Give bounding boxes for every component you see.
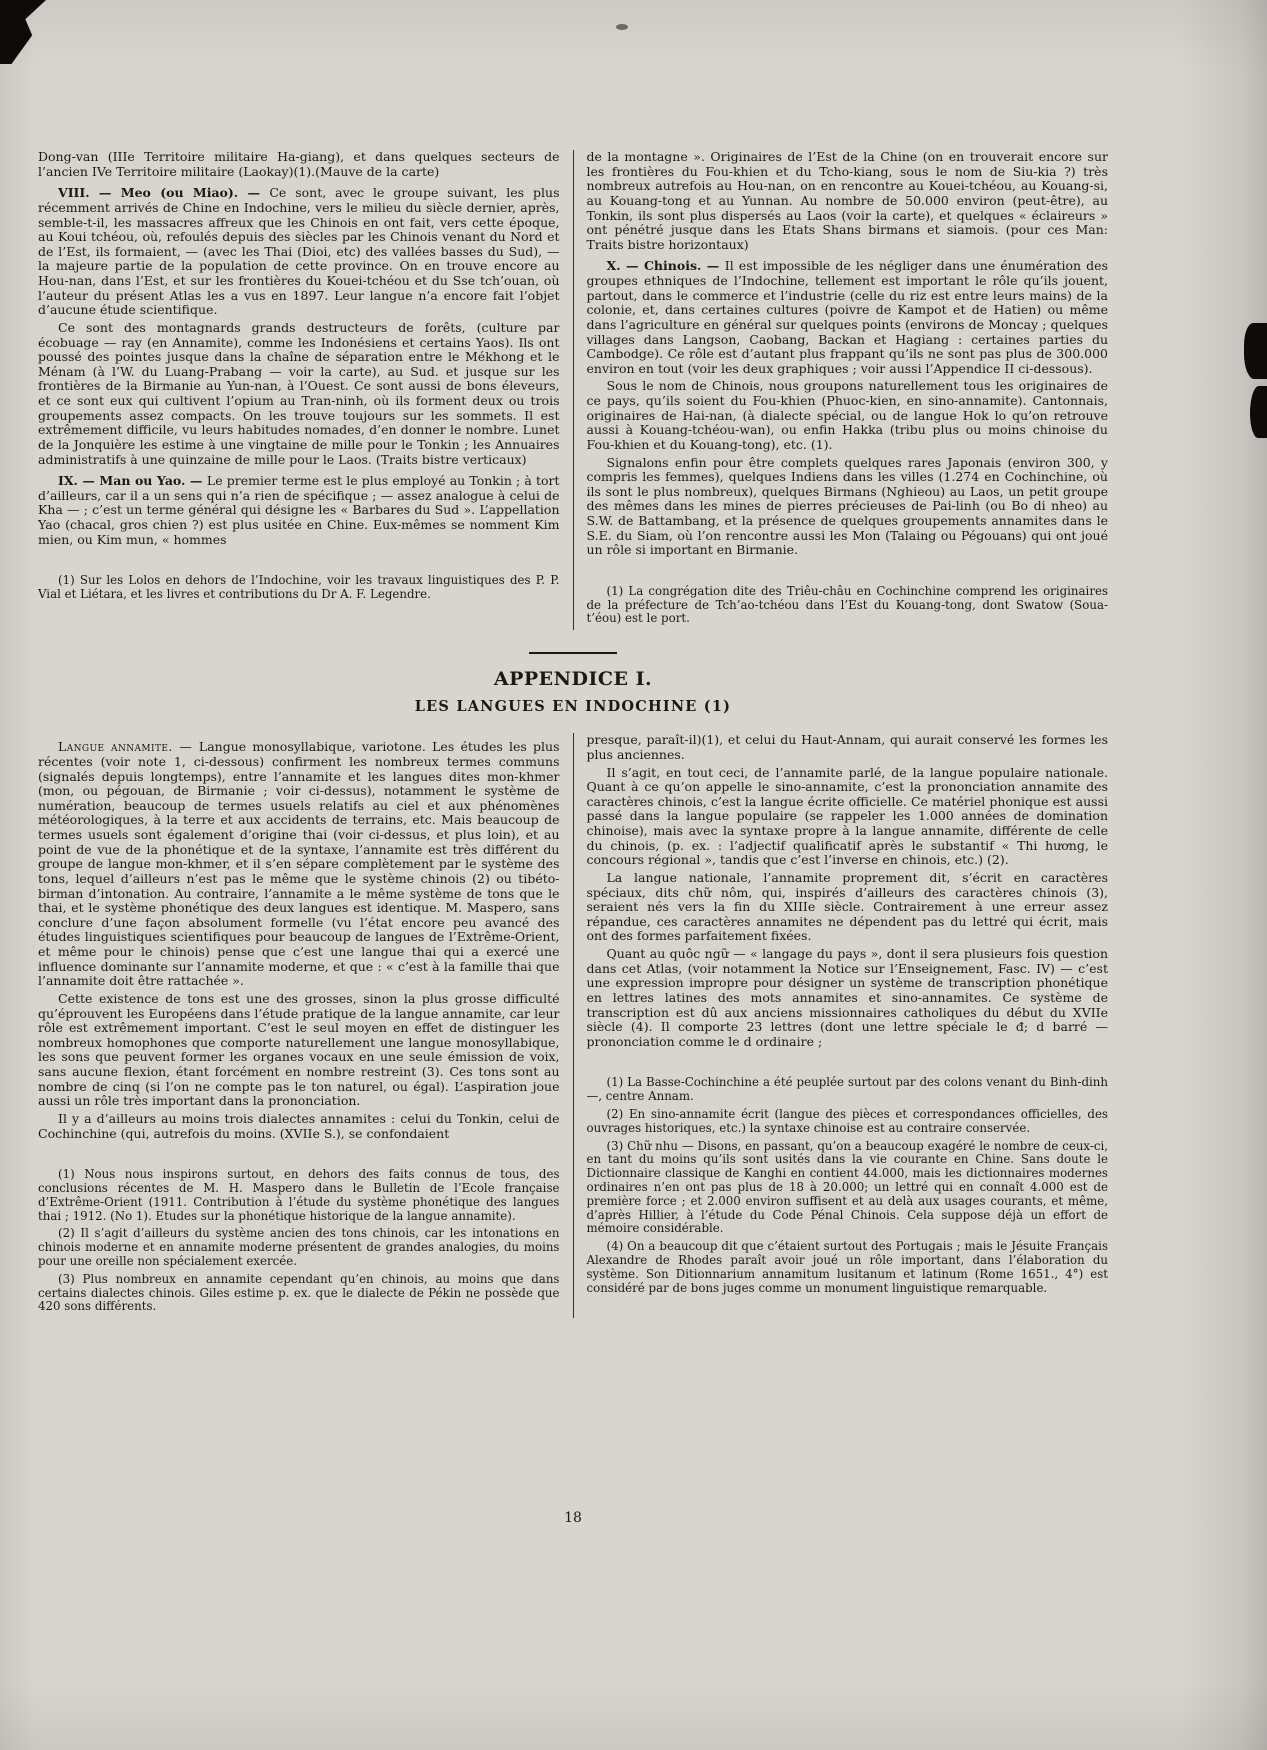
ethnic-right-footnotes <box>587 585 1109 630</box>
paragraph: Ce sont des montagnards grands destructeurs de forêts, (culture par écobuage — ray (en Annamite), comme les Indonésiens et certains Yaos). Ils ont poussé des pointes jusque dans la chaîne de séparation entre le Mékhong et le Ménam (à l’W. du Luang-Prabang — voir la carte), au Sud. et jusque sur les frontières de la Birmanie au Yun-nan, à l’Ouest. Ce sont aussi de bons éleveurs, et ce sont eux qui cultivent l’opium au Tran-ninh, où ils forment deux ou trois groupements assez compacts. On les trouve toujours sur les sommets. Il est extrêmement difficile, vu leurs habitudes nomades, d’en donner le nombre. Lunet de la Jonquière les estime à une vingtaine de mille pour le Tonkin ; les Annuaires administratifs à une quinzaine de mille pour le Laos. (Traits bistre verticaux) <box>38 319 560 467</box>
scan-artifact-right-mark-1 <box>1244 323 1267 379</box>
page-content <box>38 150 1108 1318</box>
ethnic-left-footnotes <box>38 574 560 606</box>
paragraph: (3) Plus nombreux en annamite cependant qu’en chinois, au moins que dans certains dialectes chinois. Giles estime p. ex. que le dialecte de Pékin ne possède que 420 sons différents. <box>38 1271 560 1314</box>
page-number: 18 <box>564 1510 582 1526</box>
appendix-subtitle: LES LANGUES EN INDOCHINE (1) <box>414 698 732 716</box>
ethnic-right-column <box>574 150 1109 630</box>
paragraph: presque, paraît-il)(1), et celui du Haut-Annam, qui aurait conservé les formes les plus anciennes. <box>586 732 1108 762</box>
paragraph: Dong-van (IIIe Territoire militaire Ha-giang), et dans quelques secteurs de l’ancien IVe Territoire militaire (Laokay)(1).(Mauve de la carte) <box>38 149 560 179</box>
ethnic-right-paragraphs <box>587 150 1109 561</box>
ethnic-groups-section <box>38 150 1108 630</box>
paragraph-lead: VIII. — Meo (ou Miao). — <box>58 185 270 201</box>
appendix-right-footnotes <box>587 1076 1109 1299</box>
paragraph: Sous le nom de Chinois, nous groupons naturellement tous les originaires de ce pays, qu’ils soient du Fou-khien (Phuoc-kien, en sino-annamite). Cantonnais, originaires de Hai-nan, (à dialecte spécial, ou de langue Hok lo qu’on retrouve aussi à Kouang-tchéou-wan), ou enfin Hakka (tribu plus ou moins chinoise du Fou-khien et du Kouang-tong), etc. (1). <box>586 378 1108 452</box>
paragraph: (2) Il s’agit d’ailleurs du système ancien des tons chinois, car les intonations en chinois moderne et en annamite moderne présentent de grandes analogies, du moins pour une oreille non spécialement exercée. <box>38 1226 560 1268</box>
paragraph-lead: Langue annamite. — <box>58 739 199 755</box>
paragraph: VIII. — Meo (ou Miao). — Ce sont, avec le groupe suivant, les plus récemment arrivés de Chine en Indochine, vers le milieu du siècle dernier, après, semble-t-il, les massacres affreux que les Chinois en ont fait, vers cette époque, au Koui tchéou, où, refoulés depuis des siècles par les Chinois venant du Nord et de l’Est, ils formaient, — (avec les Thai (Dioi, etc) des vallées basses du Sud), — la majeure partie de la population de cette province. On en trouve encore au Hou-nan, dans l’Est, et sur les frontières du Kouei-tchéou et du Sse tch’ouan, où l’auteur du présent Atlas les a vus en 1897. Leur langue n’a encore fait l’objet d’aucune étude scientifique. <box>38 185 560 318</box>
paragraph: Quant au quôc ngữ — « langage du pays », dont il sera plusieurs fois question dans cet Atlas, (voir notamment la Notice sur l’Enseignement, Fasc. IV) — c’est une expression impropre pour désigner un système de transcription phonétique en lettres latines des mots annamites et sino-annamites. Ce système de transcription est dû aux anciens missionnaires catholiques du début du XVIIe siècle (4). Il comporte 23 lettres (dont une lettre spéciale le đ; d barré — prononciation comme le d ordinaire ; <box>586 946 1108 1049</box>
section-divider-rule <box>529 652 617 654</box>
paragraph: La langue nationale, l’annamite proprement dit, s’écrit en caractères spéciaux, dits chữ nôm, qui, inspirés d’ailleurs des caractères chinois (3), seraient nés vers la fin du XIIIe siècle. Contrairement à une erreur assez répandue, ces caractères annamites ne dépendent pas du lettré qui écrit, mais ont des formes parfaitement fixées. <box>586 869 1108 944</box>
paragraph-lead: IX. — Man ou Yao. — <box>58 473 207 489</box>
appendix-right-paragraphs <box>587 733 1109 1052</box>
paragraph: (3) Chữ nhu — Disons, en passant, qu’on a beaucoup exagéré le nombre de ceux-ci, en tant du moins qu’ils sont usités dans la vie courante en Chine. Sans doute le Dictionnaire classique de Kanghi en contient 44.000, mais les dictionnaires modernes ordinaires n’en ont pas plus de 18 à 20.000; un lettré qui en connaît 4.000 est de première force ; et 2.000 environ suffisent et au delà aux usages courants, et même, d’après Hillier, à l’étude du Code Pénal Chinois. Cela suppose déjà un effort de mémoire considérable. <box>586 1138 1108 1236</box>
appendix-left-footnotes <box>38 1168 560 1318</box>
paragraph: (1) Sur les Lolos en dehors de l’Indochine, voir les travaux linguistiques des P. P. Vial et Liétara, et les livres et contributions du Dr A. F. Legendre. <box>38 573 560 602</box>
paragraph: Il s’agit, en tout ceci, de l’annamite parlé, de la langue populaire nationale. Quant à ce qu’on appelle le sino-annamite, c’est la prononciation annamite des caractères chinois, c’est la langue écrite officielle. Ce matériel phonique est aussi passé dans la langue populaire (se rappeler les 1.000 années de domination chinoise), mais avec la syntaxe propre à la langue annamite, différente de celle du chinois, (p. ex. : l’adjectif qualificatif après le substantif « Thi hương, le concours régional », tandis que c’est l’inverse en chinois, etc.) (2). <box>586 764 1108 868</box>
appendix-section <box>38 733 1108 1318</box>
ethnic-left-paragraphs <box>38 150 560 550</box>
paragraph: Signalons enfin pour être complets quelques rares Japonais (environ 300, y compris les femmes), quelques Indiens dans les villes (1.274 en Cochinchine, où ils sont le plus nombreux), quelques Birmans (Nghieou) au Laos, un petit groupe des mêmes dans les mines de pierres précieuses de Pai-linh (ou Bo di nheo) au S.W. de Battambang, et la présence de quelques groupements annamites dans le S.E. du Siam, où l’on rencontre aussi les Mon (Talaing ou Pégouans) qui ont joué un rôle si important en Birmanie. <box>586 454 1108 558</box>
appendix-title: APPENDICE I. <box>493 668 653 691</box>
paragraph: IX. — Man ou Yao. — Le premier terme est le plus employé au Tonkin ; à tort d’ailleurs, car il a un sens qui n’a rien de spécifique ; — assez analogue à celui de Kha — ; c’est un terme général qui désigne les « Barbares du Sud ». L’appellation Yao (chacal, gros chien ?) est plus usitée en Chine. Eux-mêmes se nomment Kim mien, ou Kim mun, « hommes <box>38 473 560 547</box>
scan-artifact-right-mark-2 <box>1250 386 1267 438</box>
appendix-right-column <box>574 733 1109 1318</box>
scan-artifact-top-left-blob <box>0 0 46 64</box>
paragraph-lead: X. — Chinois. — <box>606 258 725 274</box>
scan-artifact-top-smudge <box>616 24 628 30</box>
ethnic-left-column <box>38 150 573 630</box>
paragraph: Il y a d’ailleurs au moins trois dialectes annamites : celui du Tonkin, celui de Cochinchine (qui, autrefois du moins. (XVIIe S.), se confondaient <box>38 1110 560 1141</box>
paragraph: (2) En sino-annamite écrit (langue des pièces et correspondances officielles, des ouvrages historiques, etc.) la syntaxe chinoise est au contraire conservée. <box>586 1106 1108 1135</box>
appendix-left-paragraphs <box>38 733 560 1144</box>
paragraph: Langue annamite. — Langue monosyllabique, variotone. Les études les plus récentes (voir note 1, ci-dessous) confirment les nombreux termes communs (signalés depuis longtemps), entre l’annamite et les langues dites mon-khmer (mon, ou pégouan, de Birmanie ; voir ci-dessus), notamment le système de numération, beaucoup de termes usuels relatifs au ciel et aux phénomènes météorologiques, à la terre et aux accidents de terrains, etc. Mais beaucoup de termes usuels sont également d’origine thai (voir ci-dessus, et plus loin), et au point de vue de la phonétique et de la syntaxe, l’annamite est très différent du groupe de langue mon-khmer, et il s’en sépare complètement par le système des tons, lequel d’ailleurs n’est pas le même que le système chinois (2) ou tibéto-birman d’intonation. Au contraire, l’annamite a le même système de tons que le thai, et le système phonétique des deux langues est identique. M. Maspero, sans conclure d’une façon absolument formelle (vu l’état encore peu avancé des études linguistiques scientifiques pour beaucoup de langues de l’Extrême-Orient, et même pour le chinois) pense que c’est une langue thai qui a exercé une influence dominante sur l’annamite moderne, et que : « c’est à la famille thai que l’annamite doit être rattachée ». <box>38 739 560 989</box>
paragraph: (4) On a beaucoup dit que c’étaient surtout des Portugais ; mais le Jésuite Français Alexandre de Rhodes paraît avoir joué un rôle important, dans l’élaboration du système. Son Ditionnarium annamitum lusitanum et latinum (Rome 1651., 4°) est considéré par de bons juges comme un monument linguistique remarquable. <box>586 1239 1108 1295</box>
paragraph: (1) La congrégation dite des Triêu-châu en Cochinchine comprend les originaires de la préfecture de Tch’ao-tchéou dans l’Est du Kouang-tong, dont Swatow (Soua-t’éou) est le port. <box>586 583 1108 626</box>
paragraph: (1) La Basse-Cochinchine a été peuplée surtout par des colons venant du Binh-dinh —, centre Annam. <box>586 1075 1108 1104</box>
paragraph: Cette existence de tons est une des grosses, sinon la plus grosse difficulté qu’éprouvent les Européens dans l’étude pratique de la langue annamite, car leur rôle est extrêmement important. C’est le seul moyen en effet de distinguer les nombreux homophones que comporte naturellement une langue monosyllabique, les sons que peuvent former les organes vocaux en une seule émission de voix, sans aucune flexion, étant forcément en nombre restreint (3). Ces tons sont au nombre de cinq (si l’on ne compte pas le ton naturel, ou égal). L’aspiration joue aussi un rôle très important dans la prononciation. <box>38 990 560 1109</box>
paragraph: (1) Nous nous inspirons surtout, en dehors des faits connus de tous, des conclusions récentes de M. H. Maspero dans le Bulletin de l’Ecole française d’Extrême-Orient (1911. Contribution à l’étude du système phonétique des langues thai ; 1912. (No 1). Etudes sur la phonétique historique de la langue annamite). <box>38 1167 560 1223</box>
appendix-left-column <box>38 733 573 1318</box>
paragraph: de la montagne ». Originaires de l’Est de la Chine (on en trouverait encore sur les frontières du Fou-khien et du Tcho-kiang, sous le nom de Siu-kia ?) très nombreux autrefois au Hou-nan, on en rencontre au Kouei-tchéou, au Kouang-si, au Kouang-tong et au Yunnan. Au nombre de 50.000 environ (peut-être), au Tonkin, ils sont plus dispersés au Laos (voir la carte), et quelques « éclaireurs » ont pénétré jusque dans les Etats Shans birmans et siamois. (pour ces Man: Traits bistre horizontaux) <box>586 149 1108 252</box>
paragraph: X. — Chinois. — Il est impossible de les négliger dans une énumération des groupes ethniques de l’Indochine, tellement est important le rôle qu’ils jouent, partout, dans le commerce et l’industrie (celle du riz est entre leurs mains) de la colonie, et, dans certaines cultures (poivre de Kampot et de Hatien) ou même dans l’agriculture en général sur quelques points (environs de Moncay ; quelques villages dans Langson, Caobang, Backan et Hagiang : certaines parties du Cambodge). Ce rôle est d’autant plus frappant qu’ils ne sont pas plus de 300.000 environ en tout (voir les deux graphiques ; voir aussi l’Appendice II ci-dessous). <box>586 258 1108 376</box>
